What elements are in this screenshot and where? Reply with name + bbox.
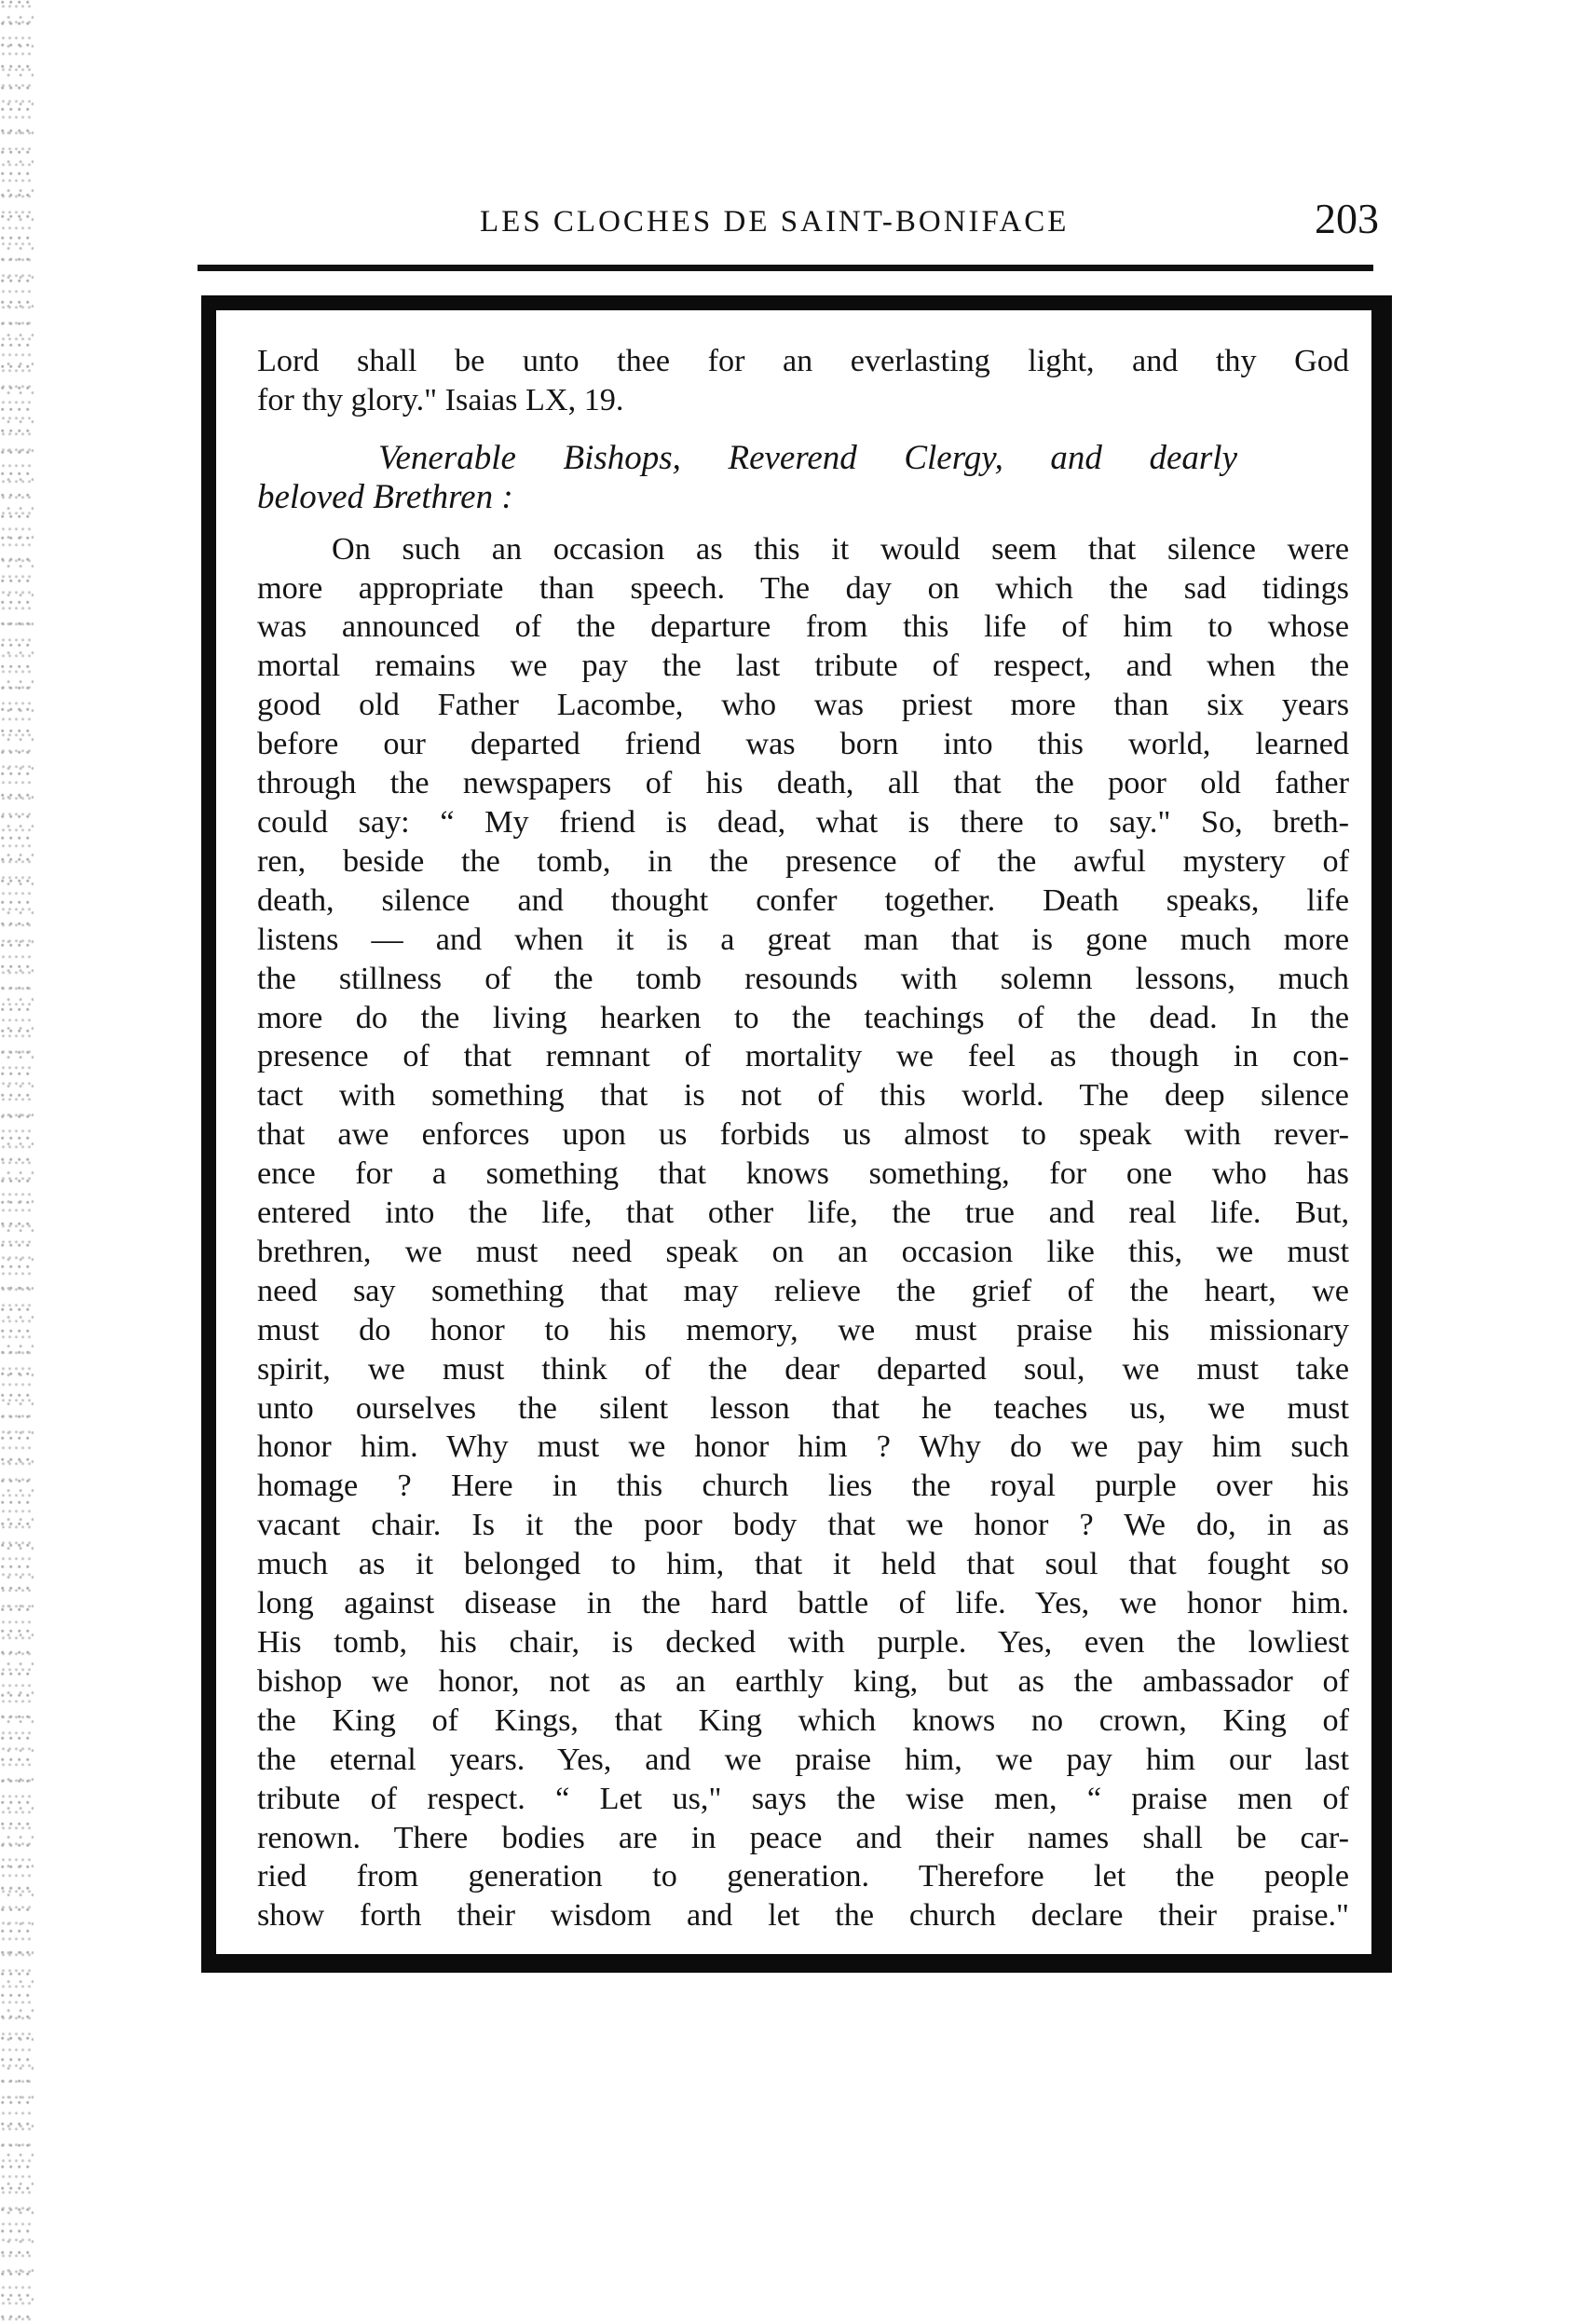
paragraph-line: On such an occasion as this it would seem that silence were [332, 531, 1349, 567]
text-line: for thy glory." Isaias LX, 19. [257, 382, 624, 417]
paragraph-line: good old Father Lacombe, who was priest more than six years [257, 688, 1349, 723]
paragraph-line: ren, beside the tomb, in the presence of the awful mystery of [257, 843, 1349, 879]
paragraph-line: entered into the life, that other life, the true and real life. But, [257, 1196, 1349, 1231]
salutation-line: beloved Brethren : [257, 477, 513, 516]
paragraph-line: more do the living hearken to the teachings of the dead. In the [257, 1000, 1349, 1035]
paragraph-line: homage ? Here in this church lies the royal purple over his [257, 1469, 1349, 1504]
paragraph-line: bishop we honor, not as an earthly king, but as the ambassador of [257, 1663, 1349, 1699]
page-number: 203 [1315, 195, 1379, 242]
paragraph-line: His tomb, his chair, is decked with purple. Yes, even the lowliest [257, 1625, 1349, 1660]
paragraph-line: tribute of respect. “ Let us," says the wise men, “ praise men of [257, 1781, 1349, 1816]
paragraph-line: tact with something that is not of this world. The deep silence [257, 1078, 1349, 1114]
paragraph-line: could say: “ My friend is dead, what is there to say." So, breth- [257, 804, 1349, 840]
paragraph-line: through the newspapers of his death, all that the poor old father [257, 766, 1349, 801]
header-rule [198, 265, 1373, 271]
paragraph-line: much as it belonged to him, that it held that soul that fought so [257, 1547, 1349, 1582]
running-title: LES CLOCHES DE SAINT-BONIFACE [480, 205, 1070, 239]
paragraph-line: must do honor to his memory, we must praise his missionary [257, 1312, 1349, 1347]
paragraph-line: that awe enforces upon us forbids us almost to speak with rever- [257, 1117, 1349, 1153]
salutation-line: Venerable Bishops, Reverend Clergy, and dearly [378, 438, 1237, 477]
paragraph-line: ence for a something that knows something, for one who has [257, 1156, 1349, 1192]
body-text [257, 342, 1349, 1935]
paragraph-line: the eternal years. Yes, and we praise him, we pay him our last [257, 1742, 1349, 1777]
paragraph-line: vacant chair. Is it the poor body that we honor ? We do, in as [257, 1508, 1349, 1543]
paragraph-line: was announced of the departure from this life of him to whose [257, 609, 1349, 645]
paragraph-line: ried from generation to generation. Therefore let the people [257, 1859, 1349, 1894]
text-line: Lord shall be unto thee for an everlasting light, and thy God [257, 344, 1349, 378]
paragraph-line: honor him. Why must we honor him ? Why do we pay him such [257, 1429, 1349, 1465]
paragraph-line: the stillness of the tomb resounds with solemn lessons, much [257, 961, 1349, 996]
paragraph-line: the King of Kings, that King which knows no crown, King of [257, 1702, 1349, 1738]
paragraph-line: more appropriate than speech. The day on which the sad tidings [257, 570, 1349, 606]
paragraph-line: presence of that remnant of mortality we feel as though in con- [257, 1039, 1349, 1074]
paragraph-line: spirit, we must think of the dear departed soul, we must take [257, 1351, 1349, 1387]
paragraph-line: before our departed friend was born into this world, learned [257, 727, 1349, 762]
paragraph-line: death, silence and thought confer together. Death speaks, life [257, 882, 1349, 918]
mourning-border-frame [201, 295, 1392, 1973]
paragraph-line: renown. There bodies are in peace and their names shall be car- [257, 1820, 1349, 1855]
paragraph-line: mortal remains we pay the last tribute of respect, and when the [257, 649, 1349, 684]
paragraph-line: need say something that may relieve the grief of the heart, we [257, 1273, 1349, 1308]
paragraph-line: brethren, we must need speak on an occasion like this, we must [257, 1234, 1349, 1269]
paragraph-line: show forth their wisdom and let the church declare their praise." [257, 1898, 1349, 1934]
paragraph-line: unto ourselves the silent lesson that he teaches us, we must [257, 1390, 1349, 1426]
scan-margin-noise [0, 0, 34, 2324]
paragraph-line: listens — and when it is a great man that is gone much more [257, 922, 1349, 957]
paragraph-line: long against disease in the hard battle of life. Yes, we honor him. [257, 1586, 1349, 1621]
running-header [196, 185, 1379, 259]
